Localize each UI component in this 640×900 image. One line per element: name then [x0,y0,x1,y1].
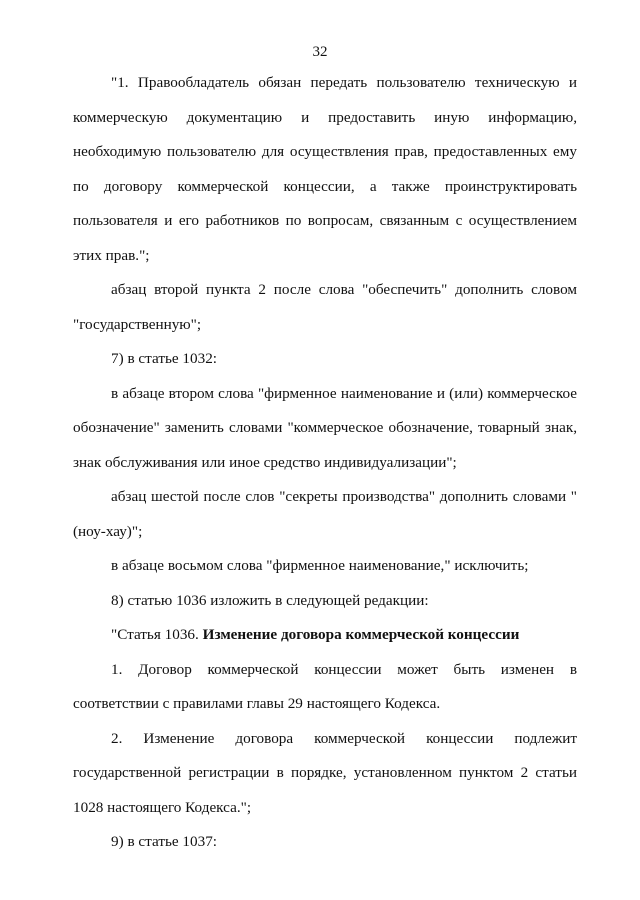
paragraph-eighth-para-remove: в абзаце восьмом слова "фирменное наименование," исключить; [111,557,529,574]
paragraph-second-para-replace: в абзаце втором слова "фирменное наименование и (или) коммерческое обозначение" заменить словами "коммерческое обозначение, товарный знак, знак обслуживания или иное средство индивидуализации"; [73,384,577,471]
article-heading [73,618,577,653]
article-heading-title: Изменение договора коммерческой концессии [202,626,520,643]
paragraph-article-clause-1: 1. Договор коммерческой концессии может быть изменен в соответствии с правилами главы 29 настоящего Кодекса. [73,660,577,712]
article-heading-number: "Статья 1036. [111,626,203,643]
document-body [73,66,577,860]
paragraph-clause-2-amendment: абзац второй пункта 2 после слова "обеспечить" дополнить словом "государственную"; [73,281,577,333]
paragraph-licensor-obligation: "1. Правообладатель обязан передать пользователю техническую и коммерческую документацию и предоставить иную информацию, необходимую пользователю для осуществления прав, предоставленных ему по договору коммерческой концессии, а также проинструктировать пользователя и его работников по вопросам, связанным с осуществлением этих прав."; [73,74,577,264]
paragraph-item-7: 7) в статье 1032: [111,350,218,367]
paragraph-article-clause-2: 2. Изменение договора коммерческой концессии подлежит государственной регистрации в порядке, установленном пунктом 2 статьи 1028 настоящего Кодекса."; [73,729,577,816]
paragraph-item-8: 8) статью 1036 изложить в следующей редакции: [111,591,429,609]
paragraph-item-9: 9) в статье 1037: [111,833,218,850]
page-number: 32 [312,44,328,60]
paragraph-sixth-para-add: абзац шестой после слов "секреты производства" дополнить словами "(ноу-хау)"; [73,488,577,540]
